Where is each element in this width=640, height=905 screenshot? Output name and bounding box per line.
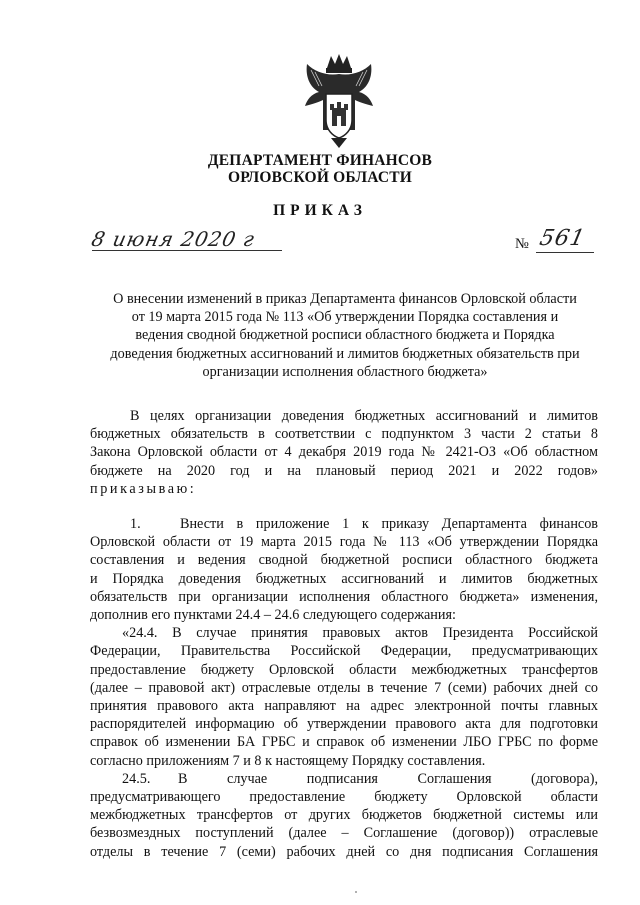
preamble-line: бюджетных обязательств в соответствии с подпунктом 3 части 2 статьи 8 xyxy=(90,426,598,443)
handwritten-date: 8 июня 2020 г xyxy=(89,227,258,251)
item-24-4-line: Федерации, Правительства Российской Федерации, предусматривающих xyxy=(90,643,598,660)
subject-line: организации исполнения областного бюджета» xyxy=(202,363,488,380)
subject-line: от 19 марта 2015 года № 113 «Об утверждении Порядка составления и xyxy=(131,309,559,326)
item-1-line: Орловской области от 19 марта 2015 года № 113 «Об утверждении Порядка xyxy=(90,534,598,551)
item-24-4-line: предоставление бюджету Орловской области межбюджетных трансфертов xyxy=(90,661,598,678)
order-body xyxy=(90,407,598,861)
preamble-line: Закона Орловской области от 4 декабря 2019 года № 2421-ОЗ «Об областном xyxy=(90,444,598,461)
item-24-4-first-line: «24.4. В случае принятия правовых актов Президента Российской xyxy=(122,625,598,642)
item-24-4-line: принятия правового акта направляют на адрес электронной почты главных xyxy=(90,698,598,715)
item-1-line: составления и ведения сводной бюджетной росписи областного бюджета xyxy=(90,552,598,569)
item-24-4-line: (далее – правовой акт) отраслевые отделы в течение 7 (семи) рабочих дней со xyxy=(90,679,598,696)
document-title: ПРИКАЗ xyxy=(273,202,367,219)
item-1-line: обязательств при организации исполнения областного бюджета» изменения, xyxy=(90,588,598,605)
number-label: № xyxy=(515,236,529,252)
item-24-5-line: отделы в течение 7 (семи) рабочих дней со дня подписания Соглашения xyxy=(90,843,598,860)
subject-line: доведения бюджетных ассигнований и лимитов бюджетных обязательств при xyxy=(110,345,580,362)
item-1-line: и Порядка доведения бюджетных ассигнований и лимитов бюджетных xyxy=(90,570,598,587)
subject-line: ведения сводной бюджетной росписи областного бюджета и Порядка xyxy=(135,327,555,344)
item-1-line: дополнив его пунктами 24.4 – 24.6 следующего содержания: xyxy=(90,607,456,624)
item-24-4-line: согласно приложениям 7 и 8 к настоящему Порядку составления. xyxy=(90,752,486,769)
department-name-line1: ДЕПАРТАМЕНТ ФИНАНСОВ xyxy=(207,152,433,169)
preamble-resolution-word: приказываю: xyxy=(90,480,197,497)
item-24-5-line: межбюджетных трансфертов от других бюджетов бюджетной системы или xyxy=(90,807,598,824)
scan-speck xyxy=(355,891,357,893)
item-24-5-line: безвозмездных поступлений (далее – Соглашение (договор)) отраслевые xyxy=(90,825,598,842)
preamble-line: бюджете на 2020 год и на плановый период 2021 и 2022 годов» xyxy=(90,462,598,479)
item-24-5-text: В случае подписания Соглашения (договора), xyxy=(178,770,598,787)
item-24-5-line: предусматривающего предоставление бюджету Орловской области xyxy=(90,789,598,806)
item-1-first-line xyxy=(90,515,598,533)
number-underline xyxy=(536,252,594,253)
orel-oblast-coat-of-arms-icon xyxy=(297,50,381,150)
order-subject xyxy=(90,290,600,381)
item-1-text: Внести в приложение 1 к приказу Департамента финансов xyxy=(180,516,598,533)
item-24-5-number: 24.5. xyxy=(122,770,151,787)
handwritten-number: 561 xyxy=(537,226,588,251)
item-24-4-line: распорядителей информацию об утверждении правового акта для подготовки xyxy=(90,716,598,733)
date-underline xyxy=(92,250,282,251)
subject-line: О внесении изменений в приказ Департамента финансов Орловской области xyxy=(113,291,577,307)
item-24-4-line: справок об изменении БА ГРБС и справок об изменении ЛБО ГРБС по форме xyxy=(90,734,598,751)
item-24-5-first-line xyxy=(90,770,598,788)
item-1-number: 1. xyxy=(130,516,141,533)
preamble-line: В целях организации доведения бюджетных ассигнований и лимитов xyxy=(130,408,598,424)
department-name-line2: ОРЛОВСКОЙ ОБЛАСТИ xyxy=(227,169,413,186)
